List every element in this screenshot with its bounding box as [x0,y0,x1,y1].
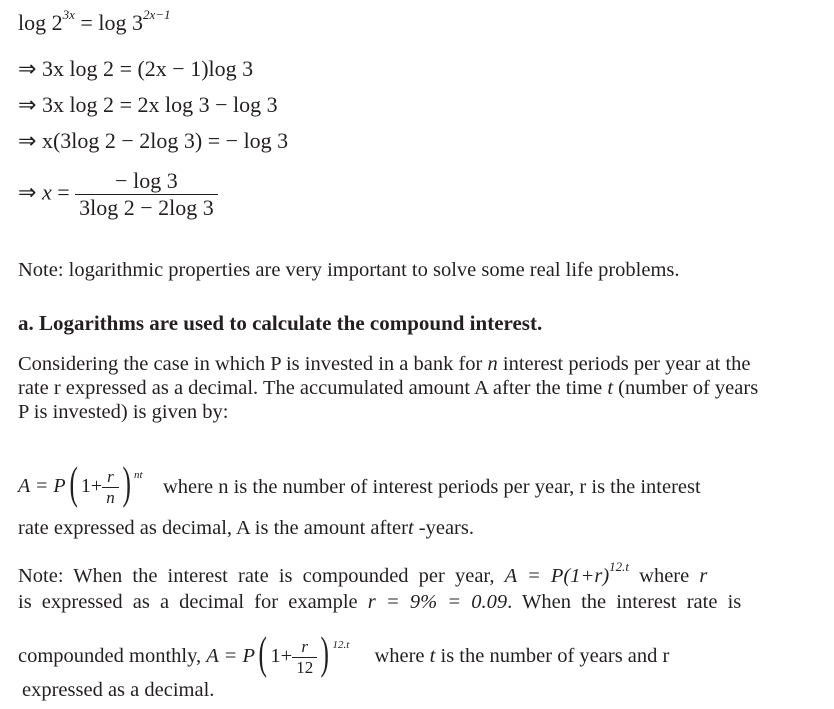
one-plus: 1+ [270,645,293,667]
para-text: compounded monthly, [18,645,207,667]
equation-line-3 [18,92,278,118]
para-text: Considering the case in which P is invested in a bank for [18,353,488,375]
fraction-denominator: 12 [296,657,314,677]
implies-arrow: ⇒ [18,56,37,81]
var-t: t [429,645,436,667]
var-n: n [487,353,498,375]
right-paren: ) [122,457,131,508]
eq-left: 3x log 2 [41,92,115,117]
var-t: t [607,377,614,399]
implies-arrow: ⇒ [18,128,37,153]
var-t: t [407,517,414,539]
one-plus: 1+ [80,475,103,497]
fraction [75,168,218,221]
equals-sign: = [114,56,138,81]
eq-right: − log 3 [225,128,289,153]
log-text: log [98,10,127,35]
fraction-numerator: − log 3 [75,168,218,195]
eq-right: (2x − 1)log 3 [137,56,254,81]
expressed-decimal: expressed as a decimal. [22,679,215,701]
exponent-left: 3x [62,7,75,22]
formula-explanation: where n is the number of interest periods per year, r is the interest [163,476,701,498]
eq-left: 3x log 2 [41,56,115,81]
para-text: (number of years [613,377,759,399]
variable-x: x [41,179,52,205]
equals-sign: = [74,10,99,35]
exponent-12t: 12.t [332,639,350,651]
fraction [292,637,317,678]
equals-sign: = [51,179,76,205]
equals-sign: = [202,128,226,153]
equation-line-4 [18,128,288,154]
formula-explanation-cont [18,516,474,540]
example-rate: r = 9% = 0.09 [367,591,508,613]
para-text: is expressed as a decimal for example [18,591,368,613]
para-text: . When the interest rate is [507,591,742,613]
para-text: rate r expressed as a decimal. The accumulated amount A after the time [18,377,608,399]
fraction [102,467,119,508]
var-r: r [699,565,708,587]
para-text: where [629,565,700,587]
eq-left: x(3log 2 − 2log 3) [41,128,203,153]
formula-lhs: A = P [18,475,66,497]
exponent-nt: nt [134,469,143,481]
compound-formula [18,450,143,508]
implies-arrow: ⇒ [18,179,37,205]
base-right: 3 [131,10,143,35]
formula-lhs: A = P [206,645,256,667]
fraction-numerator: r [292,637,317,658]
para-text: Note: When the interest rate is compounded per year, [18,565,505,587]
fraction-numerator: r [102,467,119,488]
para-text: rate expressed as decimal, A is the amount after [18,517,408,539]
eq-right: 2x log 3 − log 3 [137,92,278,117]
implies-arrow: ⇒ [18,92,37,117]
note-logarithmic-properties: Note: logarithmic properties are very important to solve some real life problems. [18,259,680,281]
exponent-n: 12.t [609,559,630,574]
note-compounded [18,559,818,614]
equals-sign: = [114,92,138,117]
para-text: -years. [413,517,474,539]
equation-line-5 [18,168,218,221]
fraction-denominator: n [106,487,115,507]
section-heading: a. Logarithms are used to calculate the compound interest. [18,311,543,335]
log-text: log [18,10,47,35]
left-paren: ( [258,627,267,678]
monthly-line [18,620,669,678]
para-text: P is invested) is given by: [18,401,229,423]
equation-line-2 [18,56,253,82]
right-paren: ) [320,627,330,678]
equation-line-1 [18,7,171,36]
intro-paragraph [18,352,818,424]
left-paren: ( [69,457,78,508]
fraction-denominator: 3log 2 − 2log 3 [79,195,214,220]
base-left: 2 [51,10,63,35]
annual-formula: A = P(1+r) [504,565,610,587]
para-text: is the number of years and r [435,645,670,667]
para-text: interest periods per year at the [497,353,751,375]
para-text: where [374,645,430,667]
exponent-right: 2x−1 [142,7,171,22]
